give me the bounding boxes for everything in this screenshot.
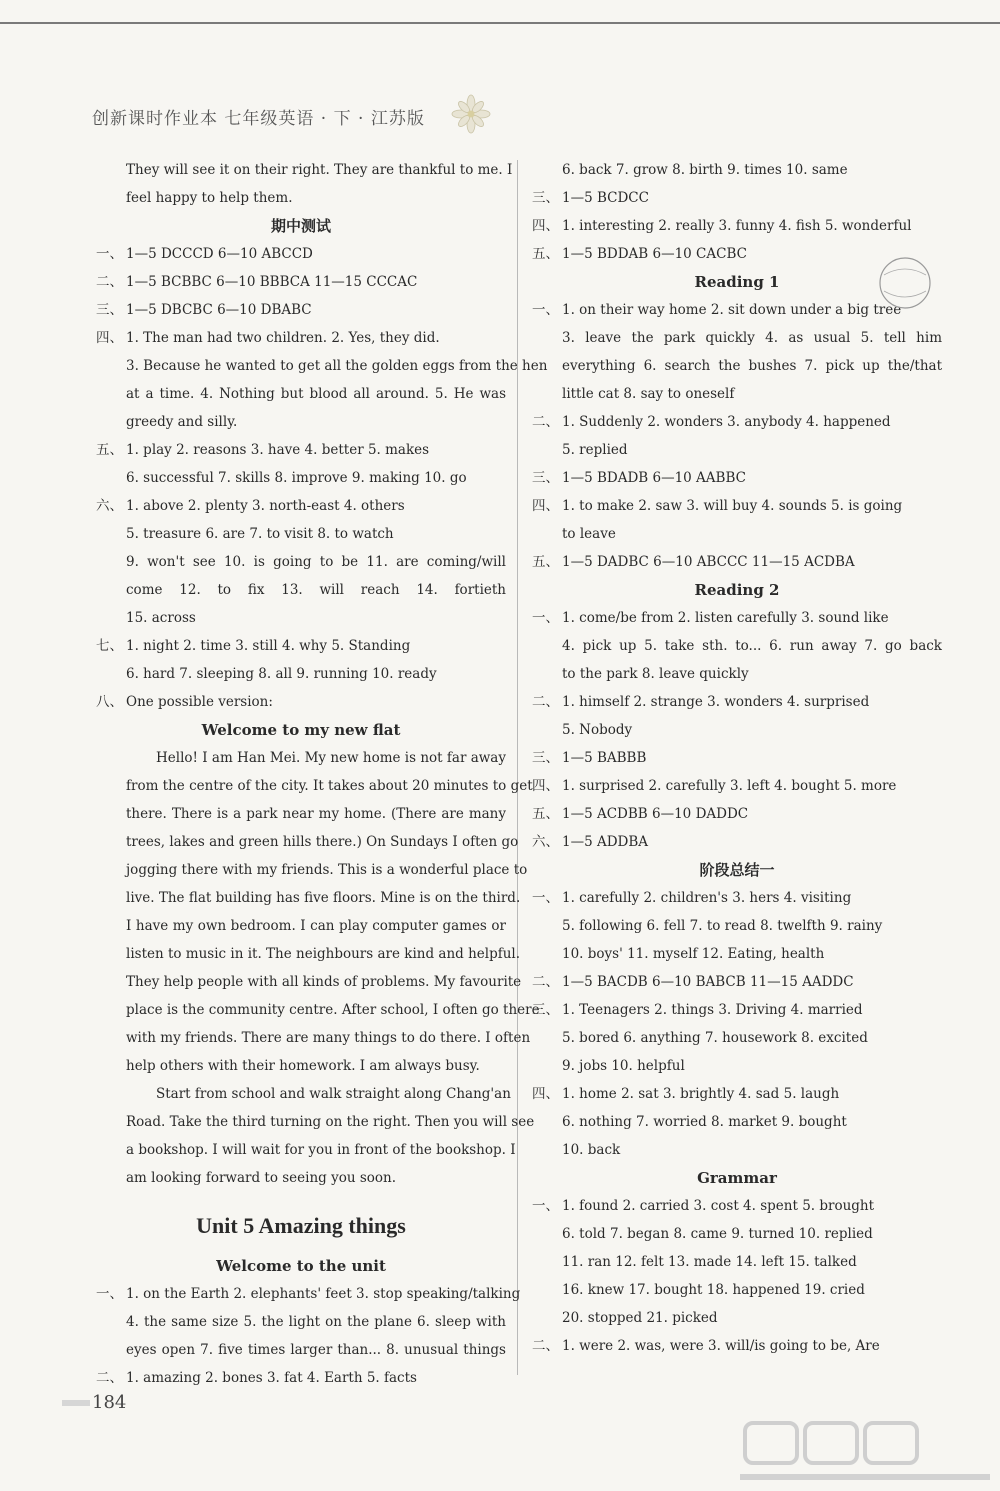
answer-line — [96, 1280, 521, 1308]
answer-text: 6. told 7. began 8. came 9. turned 10. replied — [562, 1226, 873, 1242]
answer-text: Hello! I am Han Mei. My new home is not far away — [156, 750, 506, 766]
answer-text: 1. found 2. carried 3. cost 4. spent 5. brought — [562, 1198, 875, 1214]
answer-text: come 12. to fix 13. will reach 14. fortieth — [126, 582, 506, 598]
answer-text: listen to music in it. The neighbours are kind and helpful. — [126, 946, 521, 962]
answer-line — [96, 184, 506, 212]
exercise-number: 二、 — [532, 974, 559, 990]
answer-line — [96, 492, 506, 520]
exercise-number: 一、 — [96, 246, 123, 262]
answer-line — [96, 1308, 506, 1336]
answer-line — [532, 884, 942, 912]
answer-line — [532, 1052, 942, 1080]
exercise-number: 一、 — [532, 302, 559, 318]
answer-line — [532, 184, 942, 212]
exercise-number: 二、 — [532, 1338, 559, 1354]
answer-text: 1. above 2. plenty 3. north-east 4. others — [126, 498, 405, 514]
answer-text: 1—5 BCDCC — [562, 190, 649, 206]
answer-text: everything 6. search the bushes 7. pick up the/that — [562, 358, 942, 374]
answer-line — [96, 660, 506, 688]
answer-text: 9. jobs 10. helpful — [562, 1058, 685, 1074]
answer-line — [96, 1336, 506, 1364]
answer-text: 4. the same size 5. the light on the plane 6. sleep with — [126, 1314, 506, 1330]
answer-line — [96, 548, 506, 576]
answer-line — [96, 604, 506, 632]
answer-line — [96, 324, 506, 352]
exercise-number: 五、 — [532, 554, 559, 570]
answer-text: a bookshop. I will wait for you in front of the bookshop. I — [126, 1142, 516, 1158]
exercise-number: 五、 — [96, 442, 123, 458]
exercise-number: 二、 — [532, 414, 559, 430]
answer-line — [532, 520, 942, 548]
answer-line — [96, 1136, 516, 1164]
answer-text: 20. stopped 21. picked — [562, 1310, 718, 1326]
answer-text: 1. on their way home 2. sit down under a big tree — [562, 302, 902, 318]
answer-line — [96, 828, 519, 856]
answer-text: eyes open 7. five times larger than... 8. unusual things — [126, 1342, 506, 1358]
answer-line — [532, 688, 942, 716]
answer-text: 1—5 BABBB — [562, 750, 647, 766]
flower-icon — [448, 94, 494, 134]
answer-text: 3. leave the park quickly 4. as usual 5. tell him — [562, 330, 942, 346]
answer-line — [96, 240, 506, 268]
homework-stamp — [870, 255, 940, 311]
exercise-number: 六、 — [96, 498, 123, 514]
answer-text: am looking forward to seeing you soon. — [126, 1170, 397, 1186]
answer-text: 1. play 2. reasons 3. have 4. better 5. makes — [126, 442, 430, 458]
answer-line — [96, 912, 506, 940]
answer-line — [532, 408, 942, 436]
answer-line — [532, 828, 942, 856]
exercise-number: 三、 — [532, 470, 559, 486]
exercise-number: 一、 — [96, 1286, 123, 1302]
answer-text: greedy and silly. — [126, 414, 238, 430]
answer-text: 1. on the Earth 2. elephants' feet 3. stop speaking/talking — [126, 1286, 521, 1302]
answer-line — [96, 1164, 506, 1192]
answer-text: 9. won't see 10. is going to be 11. are coming/will — [126, 554, 506, 570]
answer-line — [532, 1304, 942, 1332]
answer-line — [96, 800, 506, 828]
answer-line — [532, 660, 942, 688]
exercise-number: 二、 — [96, 1370, 123, 1386]
exercise-number: 五、 — [532, 246, 559, 262]
answer-text: 6. nothing 7. worried 8. market 9. bought — [562, 1114, 847, 1130]
answer-text: They help people with all kinds of problems. My favourite — [126, 974, 522, 990]
answer-text: 5. treasure 6. are 7. to visit 8. to watch — [126, 526, 394, 542]
answer-text: little cat 8. say to oneself — [562, 386, 735, 402]
unit-title: Unit 5 Amazing things — [196, 1213, 406, 1238]
answer-line — [96, 408, 506, 436]
answer-text: to leave — [562, 526, 616, 542]
exercise-number: 一、 — [532, 610, 559, 626]
exercise-number: 三、 — [96, 302, 123, 318]
column-divider — [517, 160, 518, 1375]
answer-line — [96, 688, 506, 716]
answer-line — [532, 1108, 942, 1136]
answer-text: live. The flat building has five floors. Mine is on the third. — [126, 890, 521, 906]
exercise-number: 五、 — [532, 806, 559, 822]
answer-line — [96, 380, 506, 408]
answer-text: 1—5 ADDBA — [562, 834, 649, 850]
answer-line — [532, 1024, 942, 1052]
answer-line — [96, 1024, 531, 1052]
answer-text: 11. ran 12. felt 13. made 14. left 15. talked — [562, 1254, 857, 1270]
answer-line — [96, 744, 506, 772]
exercise-number: 二、 — [96, 274, 123, 290]
answer-text: I have my own bedroom. I can play computer games or — [126, 918, 506, 934]
answer-text: One possible version: — [126, 694, 273, 710]
answer-line — [96, 772, 533, 800]
answer-text: 1. amazing 2. bones 3. fat 4. Earth 5. facts — [126, 1370, 417, 1386]
answer-text: 6. hard 7. sleeping 8. all 9. running 10. ready — [126, 666, 437, 682]
answer-text: 5. bored 6. anything 7. housework 8. excited — [562, 1030, 868, 1046]
answer-text: 15. across — [126, 610, 196, 626]
answer-line — [532, 1276, 942, 1304]
exercise-number: 三、 — [532, 750, 559, 766]
answer-text: 1. home 2. sat 3. brightly 4. sad 5. laugh — [562, 1086, 840, 1102]
answer-text: 1—5 BDADB 6—10 AABBC — [562, 470, 746, 486]
answer-line — [96, 520, 506, 548]
answer-text: 1—5 DADBC 6—10 ABCCC 11—15 ACDBA — [562, 554, 855, 570]
section-heading: Welcome to my new flat — [201, 721, 401, 739]
answer-text: feel happy to help them. — [126, 190, 293, 206]
answer-text: 1—5 DCCCD 6—10 ABCCD — [126, 246, 313, 262]
answer-line — [96, 352, 548, 380]
answer-line — [532, 352, 942, 380]
answer-text: place is the community centre. After school, I often go there — [126, 1002, 540, 1018]
answer-line — [96, 1080, 511, 1108]
answer-text: 1. carefully 2. children's 3. hers 4. visiting — [562, 890, 852, 906]
answer-text: Road. Take the third turning on the right. Then you will see — [126, 1114, 535, 1130]
answer-text: with my friends. There are many things to do there. I often — [126, 1030, 531, 1046]
answer-line — [96, 1364, 506, 1392]
answer-line — [96, 1052, 506, 1080]
answer-text: 1. himself 2. strange 3. wonders 4. surprised — [562, 694, 870, 710]
exercise-number: 四、 — [532, 1086, 559, 1102]
section-heading: Reading 2 — [694, 581, 780, 599]
answer-line — [532, 464, 942, 492]
exercise-number: 三、 — [532, 190, 559, 206]
section-heading: 阶段总结一 — [699, 861, 775, 879]
answer-text: 1. night 2. time 3. still 4. why 5. Standing — [126, 638, 411, 654]
section-heading: Grammar — [697, 1169, 777, 1187]
answer-text: 1—5 BDDAB 6—10 CACBC — [562, 246, 747, 262]
answer-text: 4. pick up 5. take sth. to... 6. run away 7. go back — [562, 638, 942, 654]
answer-line — [532, 1248, 942, 1276]
answer-text: Start from school and walk straight along Chang'an — [156, 1086, 511, 1102]
answer-line — [96, 996, 540, 1024]
top-rule — [0, 22, 1000, 24]
answer-text: 6. back 7. grow 8. birth 9. times 10. same — [562, 162, 848, 178]
page-number: 184 — [62, 1392, 126, 1413]
answer-text: 1—5 DBCBC 6—10 DBABC — [126, 302, 312, 318]
answer-text: 16. knew 17. bought 18. happened 19. cried — [562, 1282, 865, 1298]
answer-line — [96, 632, 506, 660]
answer-line — [532, 716, 942, 744]
answer-text: jogging there with my friends. This is a wonderful place to — [126, 862, 528, 878]
answer-text: 5. Nobody — [562, 722, 633, 738]
answer-line — [532, 548, 942, 576]
answer-text: 1. Suddenly 2. wonders 3. anybody 4. happened — [562, 414, 891, 430]
answer-line — [532, 380, 942, 408]
answer-text: there. There is a park near my home. (There are many — [126, 806, 506, 822]
answer-line — [532, 156, 942, 184]
answer-text: help others with their homework. I am always busy. — [126, 1058, 480, 1074]
left-column — [96, 156, 548, 1392]
answer-line — [532, 632, 942, 660]
watermark-logo — [740, 1415, 990, 1485]
answer-text: to the park 8. leave quickly — [562, 666, 749, 682]
exercise-number: 四、 — [96, 330, 123, 346]
answer-text: trees, lakes and green hills there.) On Sundays I often go — [126, 834, 519, 850]
answer-line — [532, 996, 942, 1024]
section-heading: Reading 1 — [694, 273, 780, 291]
answer-text: 1. were 2. was, were 3. will/is going to be, Are — [562, 1338, 880, 1354]
exercise-number: 二、 — [532, 694, 559, 710]
answer-line — [532, 436, 942, 464]
answer-line — [532, 324, 942, 352]
answer-text: from the centre of the city. It takes about 20 minutes to get — [126, 778, 533, 794]
answer-line — [96, 436, 506, 464]
answer-line — [96, 576, 506, 604]
running-header: 创新课时作业本 七年级英语 · 下 · 江苏版 — [92, 109, 425, 129]
exercise-number: 四、 — [532, 778, 559, 794]
answer-line — [532, 912, 942, 940]
answer-text: at a time. 4. Nothing but blood all around. 5. He was — [126, 386, 506, 402]
answer-line — [532, 1136, 942, 1164]
answer-text: 1. to make 2. saw 3. will buy 4. sounds 5. is going — [562, 498, 903, 514]
answer-line — [532, 772, 942, 800]
answer-line — [96, 268, 506, 296]
answer-text: 3. Because he wanted to get all the golden eggs from the hen — [126, 358, 548, 374]
answer-line — [96, 940, 521, 968]
section-heading: 期中测试 — [270, 217, 331, 235]
exercise-number: 六、 — [532, 834, 559, 850]
answer-text: 5. following 6. fell 7. to read 8. twelfth 9. rainy — [562, 918, 883, 934]
answer-text: 1—5 BCBBC 6—10 BBBCA 11—15 CCCAC — [126, 274, 418, 290]
right-column — [532, 156, 942, 1360]
answer-text: 1. Teenagers 2. things 3. Driving 4. married — [562, 1002, 863, 1018]
answer-text: 5. replied — [562, 442, 628, 458]
answer-line — [96, 156, 513, 184]
answer-text: 1. The man had two children. 2. Yes, they did. — [126, 330, 440, 346]
answer-line — [96, 856, 528, 884]
answer-line — [96, 464, 506, 492]
answer-text: 10. boys' 11. myself 12. Eating, health — [562, 946, 825, 962]
answer-line — [532, 1080, 942, 1108]
answer-line — [532, 1332, 942, 1360]
answer-line — [532, 1192, 942, 1220]
answer-line — [96, 1108, 535, 1136]
answer-text: 1. come/be from 2. listen carefully 3. sound like — [562, 610, 889, 626]
answer-line — [532, 744, 942, 772]
answer-line — [532, 940, 942, 968]
exercise-number: 八、 — [96, 694, 123, 710]
answer-text: 1. interesting 2. really 3. funny 4. fish 5. wonderful — [562, 218, 912, 234]
section-heading: Welcome to the unit — [216, 1257, 386, 1275]
exercise-number: 七、 — [96, 638, 123, 654]
exercise-number: 一、 — [532, 890, 559, 906]
exercise-number: 四、 — [532, 218, 559, 234]
answer-line — [532, 212, 942, 240]
answer-line — [532, 492, 942, 520]
answer-line — [96, 296, 506, 324]
answer-text: 1. surprised 2. carefully 3. left 4. bought 5. more — [562, 778, 897, 794]
answer-line — [532, 1220, 942, 1248]
answer-line — [532, 604, 942, 632]
answer-line — [96, 968, 522, 996]
answer-line — [532, 968, 942, 996]
exercise-number: 三、 — [532, 1002, 559, 1018]
answer-line — [532, 800, 942, 828]
answer-text: 10. back — [562, 1142, 621, 1158]
answer-text: They will see it on their right. They are thankful to me. I — [126, 162, 513, 178]
answer-text: 6. successful 7. skills 8. improve 9. making 10. go — [126, 470, 467, 486]
exercise-number: 一、 — [532, 1198, 559, 1214]
answer-line — [96, 884, 521, 912]
exercise-number: 四、 — [532, 498, 559, 514]
answer-text: 1—5 BACDB 6—10 BABCB 11—15 AADDC — [562, 974, 854, 990]
answer-text: 1—5 ACDBB 6—10 DADDC — [562, 806, 749, 822]
